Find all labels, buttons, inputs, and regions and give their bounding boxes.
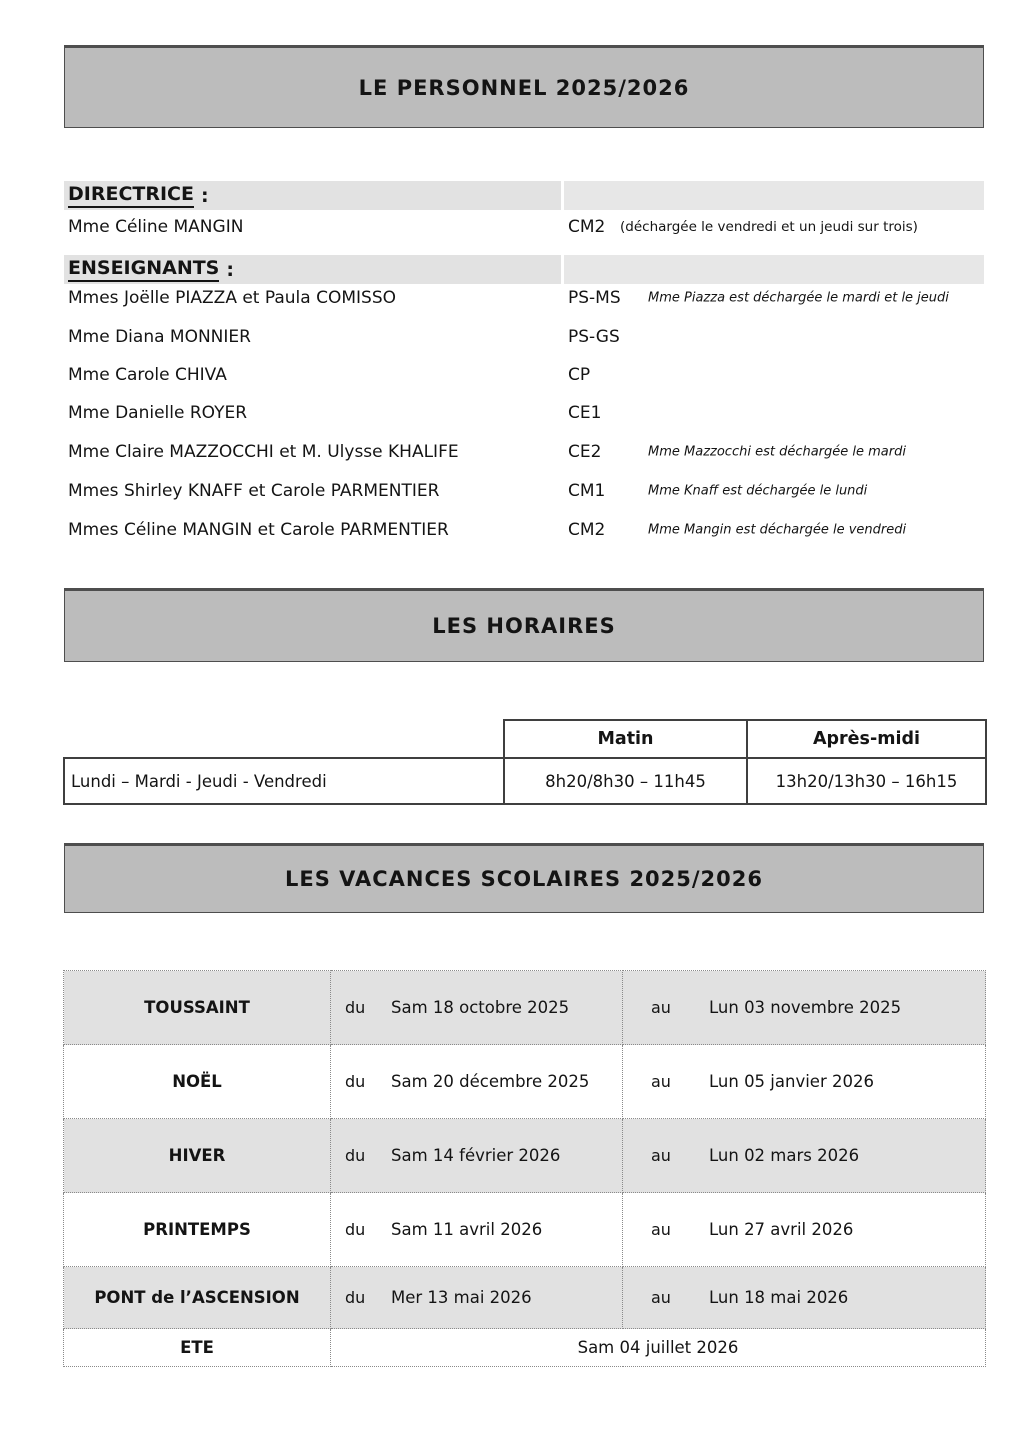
au-label: au bbox=[651, 1072, 671, 1091]
directrice-heading-colon: : bbox=[200, 184, 209, 207]
vacation-to-cell bbox=[623, 971, 986, 1045]
directrice-note: (déchargée le vendredi et un jeudi sur trois) bbox=[620, 219, 918, 235]
vacation-label: ETE bbox=[64, 1329, 331, 1367]
teacher-row bbox=[68, 515, 988, 545]
vacation-start-date: Sam 11 avril 2026 bbox=[391, 1220, 543, 1239]
teacher-row bbox=[68, 437, 988, 467]
teacher-name: Mme Danielle ROYER bbox=[68, 403, 248, 423]
personnel-title: LE PERSONNEL 2025/2026 bbox=[358, 75, 690, 100]
teacher-name: Mme Carole CHIVA bbox=[68, 365, 227, 385]
vacation-start-date: Sam 14 février 2026 bbox=[391, 1146, 561, 1165]
enseignants-heading-label: ENSEIGNANTS bbox=[68, 257, 219, 282]
directrice-name: Mme Céline MANGIN bbox=[68, 217, 244, 237]
au-label: au bbox=[651, 1146, 671, 1165]
teacher-row bbox=[68, 360, 988, 390]
vacation-label: TOUSSAINT bbox=[64, 971, 331, 1045]
teacher-name: Mme Diana MONNIER bbox=[68, 327, 251, 347]
teacher-name: Mme Claire MAZZOCCHI et M. Ulysse KHALIFE bbox=[68, 442, 459, 462]
vacation-end-date: Lun 05 janvier 2026 bbox=[709, 1072, 874, 1091]
horaires-table bbox=[63, 719, 987, 805]
vacances-row-printemps bbox=[64, 1193, 986, 1267]
teacher-class: CE2 bbox=[568, 442, 602, 462]
enseignants-heading-colon: : bbox=[226, 258, 234, 281]
teacher-row bbox=[68, 322, 988, 352]
du-label: du bbox=[345, 998, 366, 1017]
teacher-class: PS-MS bbox=[568, 288, 621, 308]
du-label: du bbox=[345, 1220, 366, 1239]
vacation-from-cell bbox=[331, 1045, 623, 1119]
horaires-title-banner bbox=[64, 588, 984, 662]
horaires-matin-cell: 8h20/8h30 – 11h45 bbox=[504, 758, 747, 804]
vacation-from-cell bbox=[331, 971, 623, 1045]
teacher-note: Mme Piazza est déchargée le mardi et le jeudi bbox=[648, 290, 949, 306]
teacher-class: CP bbox=[568, 365, 591, 385]
teacher-row bbox=[68, 283, 988, 313]
teacher-name: Mmes Shirley KNAFF et Carole PARMENTIER bbox=[68, 481, 440, 501]
vacation-ete-date: Sam 04 juillet 2026 bbox=[331, 1329, 986, 1367]
vacation-from-cell bbox=[331, 1267, 623, 1329]
vacation-label: PRINTEMPS bbox=[64, 1193, 331, 1267]
teacher-note: Mme Mazzocchi est déchargée le mardi bbox=[648, 444, 906, 460]
horaires-apresmidi-cell: 13h20/13h30 – 16h15 bbox=[747, 758, 986, 804]
directrice-class: CM2 bbox=[568, 217, 606, 237]
vacation-label: HIVER bbox=[64, 1119, 331, 1193]
horaires-empty-corner bbox=[64, 720, 504, 758]
teacher-note: Mme Mangin est déchargée le vendredi bbox=[648, 522, 907, 538]
vacation-end-date: Lun 03 novembre 2025 bbox=[709, 998, 902, 1017]
enseignants-band-right bbox=[564, 255, 984, 284]
vacances-row-noel bbox=[64, 1045, 986, 1119]
vacances-row-ascension bbox=[64, 1267, 986, 1329]
directrice-band-right bbox=[564, 181, 984, 210]
au-label: au bbox=[651, 998, 671, 1017]
vacation-end-date: Lun 02 mars 2026 bbox=[709, 1146, 860, 1165]
teacher-name: Mmes Joëlle PIAZZA et Paula COMISSO bbox=[68, 288, 396, 308]
vacation-to-cell bbox=[623, 1045, 986, 1119]
vacances-row-ete bbox=[64, 1329, 986, 1367]
vacation-to-cell bbox=[623, 1267, 986, 1329]
du-label: du bbox=[345, 1146, 366, 1165]
vacances-table bbox=[63, 970, 986, 1367]
vacation-start-date: Sam 20 décembre 2025 bbox=[391, 1072, 590, 1091]
vacances-title: LES VACANCES SCOLAIRES 2025/2026 bbox=[284, 867, 764, 891]
vacation-start-date: Sam 18 octobre 2025 bbox=[391, 998, 570, 1017]
teacher-class: CM2 bbox=[568, 520, 606, 540]
au-label: au bbox=[651, 1288, 671, 1307]
vacances-row-hiver bbox=[64, 1119, 986, 1193]
teacher-class: CM1 bbox=[568, 481, 606, 501]
vacation-start-date: Mer 13 mai 2026 bbox=[391, 1288, 532, 1307]
teacher-note: Mme Knaff est déchargée le lundi bbox=[648, 483, 868, 499]
vacation-from-cell bbox=[331, 1193, 623, 1267]
horaires-title: LES HORAIRES bbox=[432, 614, 616, 638]
vacation-to-cell bbox=[623, 1119, 986, 1193]
teacher-name: Mmes Céline MANGIN et Carole PARMENTIER bbox=[68, 520, 449, 540]
vacation-to-cell bbox=[623, 1193, 986, 1267]
personnel-title-banner bbox=[64, 45, 984, 128]
teacher-row bbox=[68, 398, 988, 428]
directrice-heading-label: DIRECTRICE bbox=[68, 183, 194, 208]
du-label: du bbox=[345, 1072, 366, 1091]
vacation-label: NOËL bbox=[64, 1045, 331, 1119]
vacation-label: PONT de l’ASCENSION bbox=[64, 1267, 331, 1329]
vacation-end-date: Lun 18 mai 2026 bbox=[709, 1288, 849, 1307]
vacation-from-cell bbox=[331, 1119, 623, 1193]
teacher-class: CE1 bbox=[568, 403, 602, 423]
enseignants-heading bbox=[68, 255, 234, 284]
directrice-heading bbox=[68, 181, 209, 210]
horaires-days-cell: Lundi – Mardi - Jeudi - Vendredi bbox=[64, 758, 504, 804]
teacher-row bbox=[68, 476, 988, 506]
vacances-title-banner bbox=[64, 843, 984, 913]
horaires-header-matin: Matin bbox=[504, 720, 747, 758]
du-label: du bbox=[345, 1288, 366, 1307]
au-label: au bbox=[651, 1220, 671, 1239]
vacation-end-date: Lun 27 avril 2026 bbox=[709, 1220, 854, 1239]
vacances-row-toussaint bbox=[64, 971, 986, 1045]
directrice-row bbox=[68, 212, 988, 242]
teacher-class: PS-GS bbox=[568, 327, 620, 347]
horaires-header-apresmidi: Après-midi bbox=[747, 720, 986, 758]
